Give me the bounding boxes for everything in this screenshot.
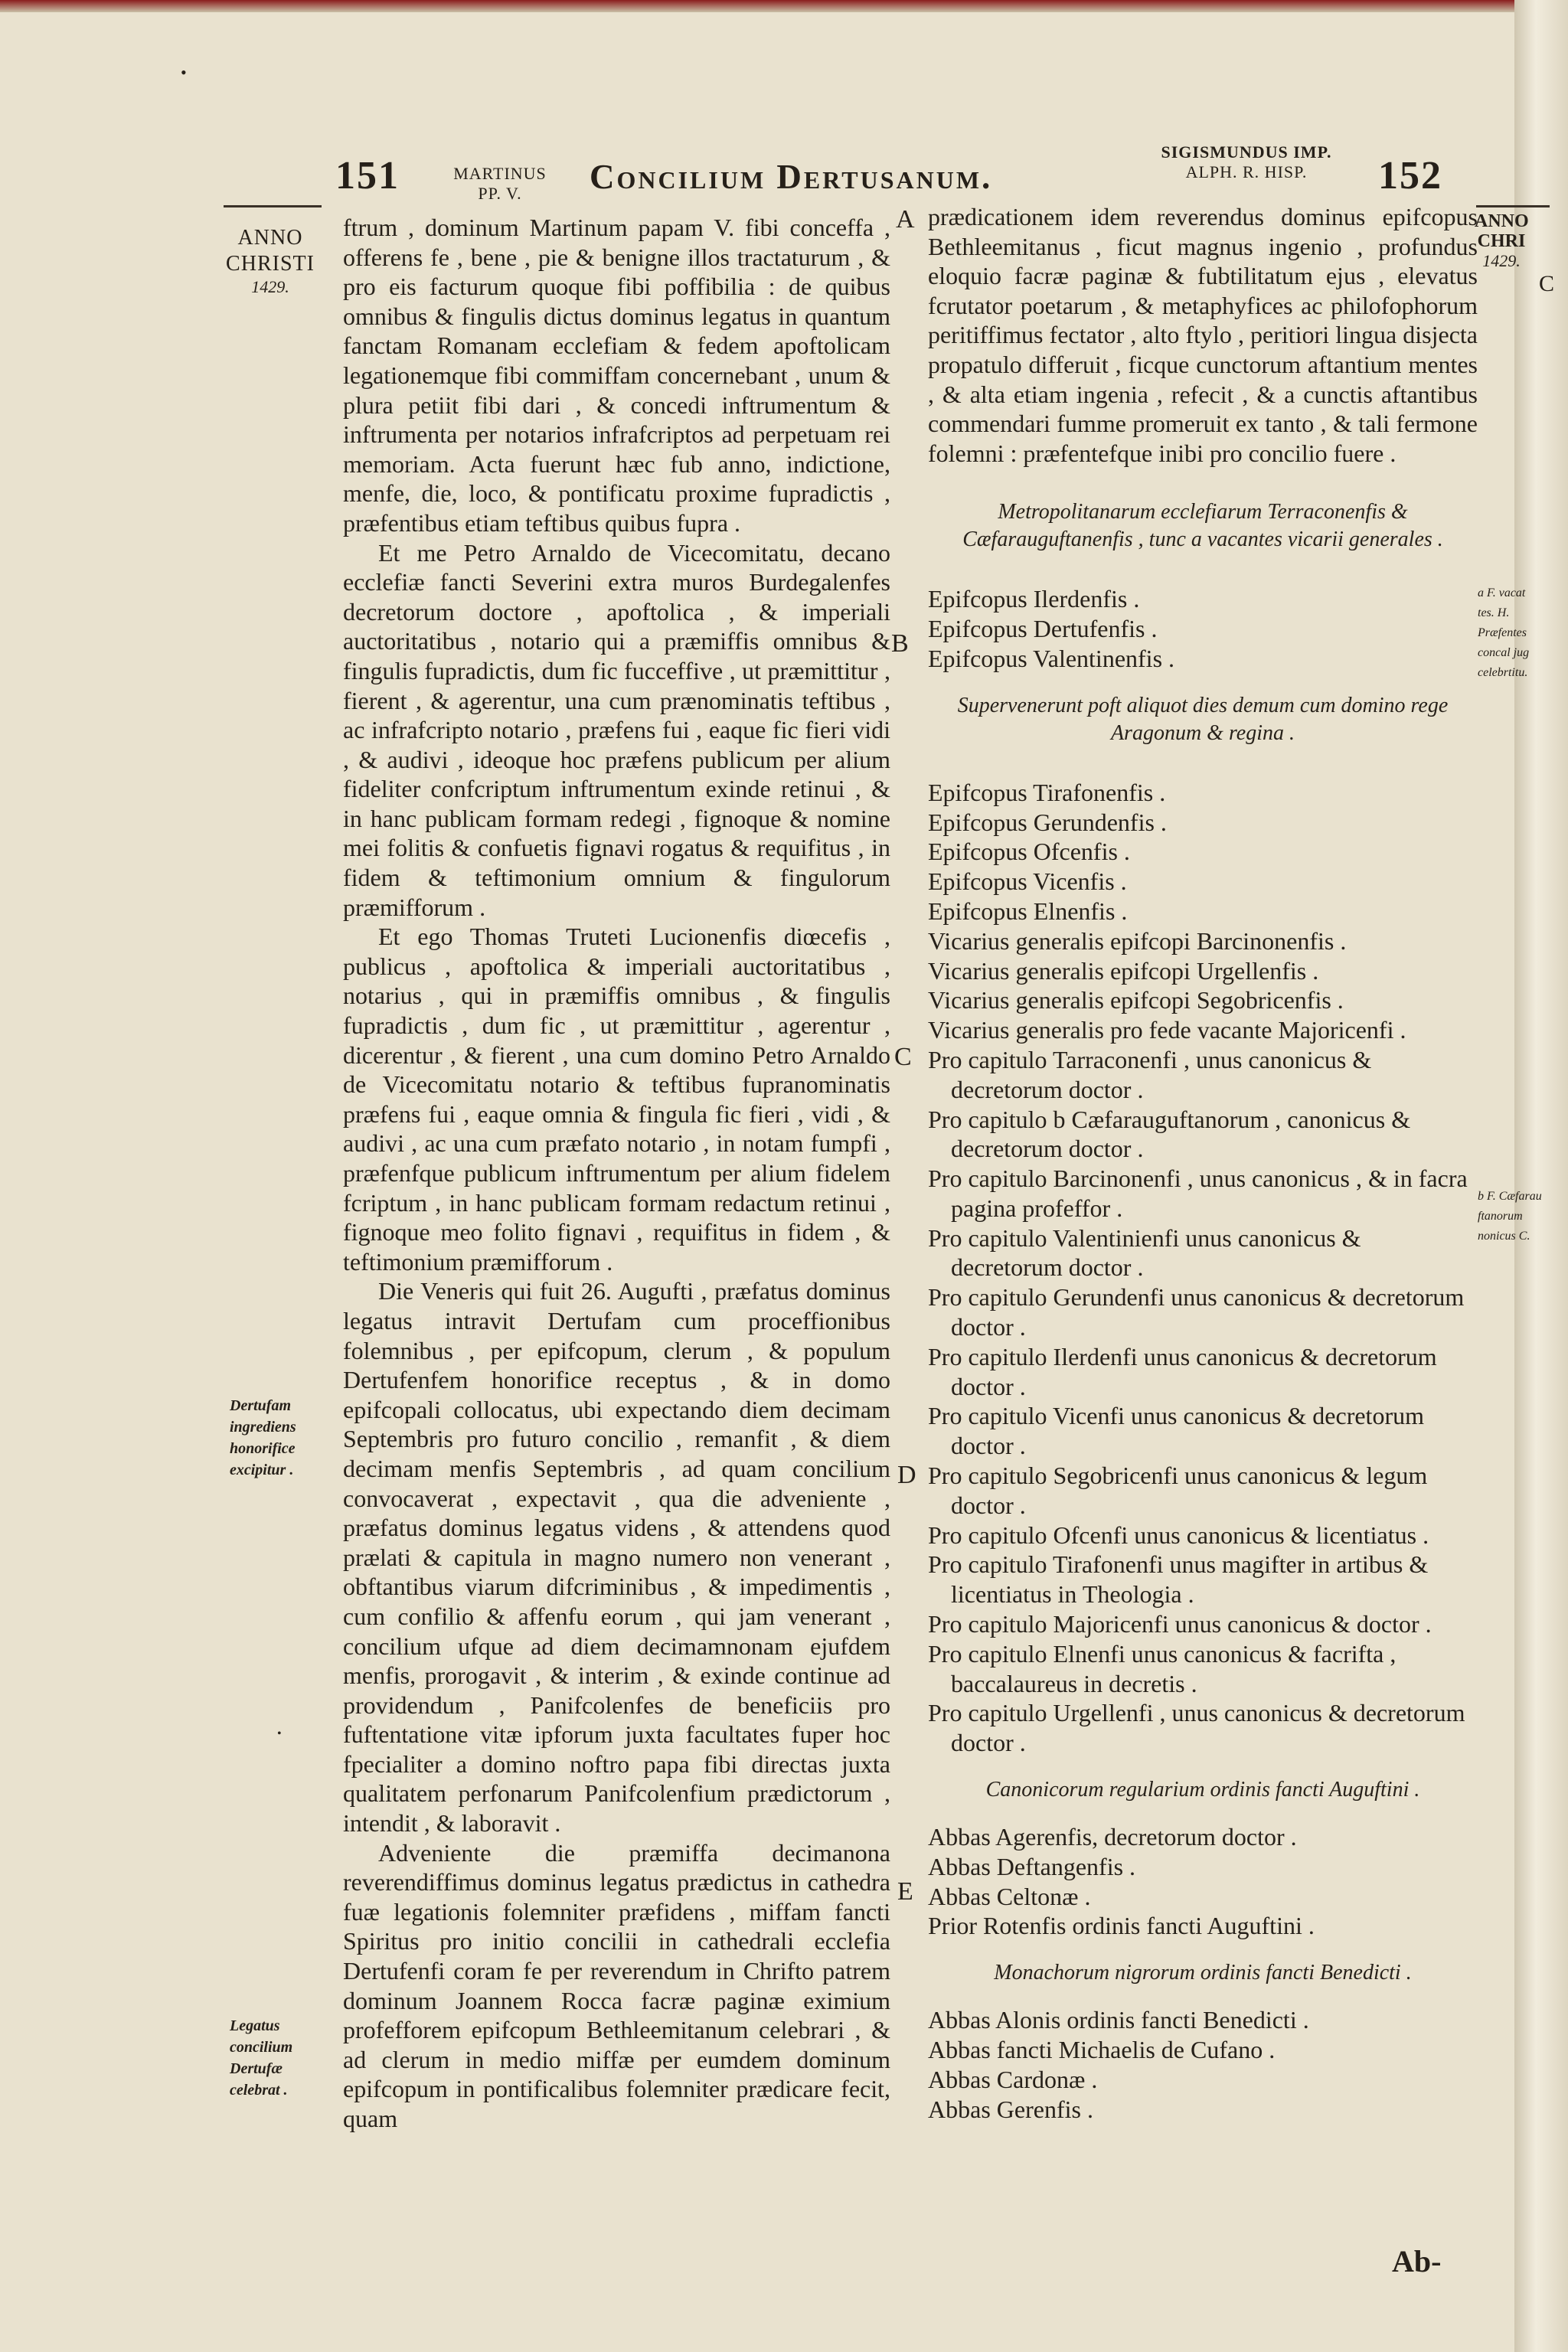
list-item: Abbas Celtonæ . — [928, 1882, 1091, 1910]
margin-note-entry: Dertufam ingrediens honorifice excipitur . — [230, 1397, 296, 1478]
margin-note-a — [1478, 583, 1531, 683]
christi-label: CHRI — [1477, 231, 1526, 251]
page-number-left: 151 — [335, 154, 400, 198]
next-page-edge — [1514, 0, 1568, 2352]
running-title: Concilium Dertusanum. — [590, 158, 993, 196]
ink-dot: • — [181, 63, 187, 82]
note-line: b F. Cæfarau — [1478, 1190, 1542, 1203]
list-item: Pro capitulo Vicenfi unus canonicus & decretorum doctor . — [928, 1402, 1424, 1460]
list-item: Pro capitulo Majoricenfi unus canonicus & doctor . — [928, 1610, 1432, 1638]
section-letter-a: A — [896, 205, 915, 234]
note-line: a F. vacat — [1478, 586, 1526, 599]
left-column — [343, 213, 890, 2134]
list-item: Epifcopus Elnenfis . — [928, 897, 1128, 925]
list-item: Pro capitulo Urgellenfi , unus canonicus & decretorum doctor . — [928, 1699, 1465, 1757]
list-item: Pro capitulo Tarraconenfi , unus canonicus & decretorum doctor . — [928, 1045, 1372, 1103]
list-item: Abbas Alonis ordinis fancti Benedicti . — [928, 2006, 1309, 2034]
list-item: Pro capitulo Valentinienfi unus canonicus & decretorum doctor . — [928, 1223, 1361, 1282]
note-line: ftanorum — [1478, 1210, 1523, 1223]
list-item: Pro capitulo Ilerdenfi unus canonicus & decretorum doctor . — [928, 1342, 1437, 1400]
section-heading-later: Supervenerunt poft aliquot dies demum cum domino rege Aragonum & regina . — [957, 693, 1449, 745]
list-item: Pro capitulo b Cæfarauguftanorum , canonicus & decretorum doctor . — [928, 1105, 1411, 1163]
list-item: Abbas Agerenfis, decretorum doctor . — [928, 1823, 1297, 1851]
list-item: Vicarius generalis epifcopi Urgellenfis . — [928, 956, 1319, 985]
anno-year: 1429. — [251, 277, 289, 296]
list-item: Vicarius generalis epifcopi Barcinonenfis . — [928, 926, 1347, 955]
paragraph: prædicationem idem reverendus dominus epifcopus Bethleemitanus , ficut magnus ingenio , profundus eloquio facræ paginæ & fubtilitatum ejus , elevatus fcrutator poetarum , & metaphyfices ac philofophorum peritiffimus fectator , alto ftylo , peritiori lingua disjecta propatulo differuit , ficque cunctorum aftantium mentes , & alta etiam ingenia , refecit , & a cunctis aftantibus commendari fumme promeruit ex tanto , & tali fermone folemni : præfentefque inibi pro concilio fuere . — [928, 203, 1478, 467]
list-item: Abbas Deftangenfis . — [928, 1852, 1136, 1880]
list-item: Epifcopus Dertufenfis . — [928, 615, 1158, 643]
catchword: Ab- — [1392, 2244, 1442, 2278]
emperor-name: SIGISMUNDUS IMP. — [1161, 142, 1332, 162]
list-item: Epifcopus Valentinenfis . — [928, 644, 1175, 672]
next-page-letter: C — [1539, 271, 1555, 296]
list-item: Vicarius generalis pro fede vacante Majoricenfi . — [928, 1016, 1406, 1044]
section-letter-c: C — [894, 1043, 912, 1071]
section-heading-benedictine: Monachorum nigrorum ordinis fancti Benedicti . — [994, 1961, 1412, 1985]
paragraph: Et me Petro Arnaldo de Vicecomitatu, decano ecclefiæ fancti Severini extra muros Burdegalenfes decretorum doctore , apoftolica , & imperiali auctoritatibus , notario qui a præmiffis omnibus & fingulis fupradictis, dum fic fucceffive , ut præmittitur , fierent , & agerentur, una cum prænominatis teftibus , ac infrafcripto notario , præfens fui , eaque fic fieri vidi , & audivi , ideoque hoc præfens publicum per alium fideliter confcriptum inftrumentum exinde retinui , & in hanc publicam formam redegi , fignoque & nomine mei folitis & confuetis fignavi rogatus & requifitus , in fidem & teftimonium omnium & fingulorum præmifforum . — [343, 538, 890, 921]
list-item: Pro capitulo Tirafonenfi unus magifter in artibus & licentiatus in Theologia . — [928, 1550, 1429, 1609]
emperor-running-head — [1139, 142, 1354, 182]
ink-dot: • — [277, 1727, 282, 1740]
pope-name: MARTINUS — [453, 164, 547, 183]
list-item: Pro capitulo Gerundenfi unus canonicus & decretorum doctor . — [928, 1283, 1465, 1341]
pope-running-head — [443, 164, 557, 204]
header-rule-right — [1476, 205, 1550, 207]
section-letter-b: B — [891, 629, 909, 658]
section-heading-augustinian: Canonicorum regularium ordinis fancti Auguftini . — [985, 1778, 1420, 1802]
section-letter-e: E — [897, 1877, 913, 1906]
list-item: Pro capitulo Elnenfi unus canonicus & facrifta , baccalaureus in decretis . — [928, 1639, 1396, 1697]
list-item: Pro capitulo Barcinonenfi , unus canonicus , & in facra pagina profeffor . — [928, 1165, 1468, 1222]
paragraph: Adveniente die præmiffa decimanona reverendiffimus dominus legatus prædictus in cathedra fuæ legationis folemniter præfidens , miffam fancti Spiritus pro initio concilii in cathedrali ecclefia Dertufenfi coram fe per reverendum in Chrifto patrem dominum Joannem Rocca facræ paginæ eximium profefforem epifcopum Bethleemitanum celebrari , & ad clerum in medio miffæ per eumdem dominum epifcopum in pontificalibus folemniter prædicare fecit, quam — [343, 1838, 890, 2132]
list-item: Epifcopus Vicenfis . — [928, 867, 1127, 896]
anno-christi-left — [220, 225, 320, 297]
list-item: Epifcopus Tirafonenfis . — [928, 778, 1166, 806]
list-item: Abbas Cardonæ . — [928, 2065, 1098, 2093]
right-column — [928, 202, 1478, 2124]
anno-label: ANNO — [1475, 211, 1529, 231]
list-item: Abbas Gerenfis . — [928, 2095, 1093, 2123]
paragraph: Die Veneris qui fuit 26. Augufti , præfatus dominus legatus intravit Dertufam cum proceffionibus folemnibus , per epifcopum, clerum , & populum Dertufenfem honorifice receptus , & in domo epifcopali collocatus, ubi expectando diem decimam Septembris pro futuro concilio , remanfit , & diem decimam menfis Septembris , ad quam concilium convocaverat , expectavit , qua die adveniente , præfatus dominus legatus videns , & attendens quod prælati & capitula in magno numero non venerant , obftantibus viarum difcriminibus , & impedimentis , cum confilio & affenfu eorum , qui jam venerant , concilium ufque ad diem decimamnonam ejufdem menfis, prorogavit , & interim , & exinde continue ad providendum , Panifcolenfes de beneficiis pro fuftentatione vitæ ipforum juxta facultates fuper hoc fpecialiter a domino noftro papa fibi directas juxta qualitatem perfonarum Panifcolenfium prædictorum , intendit , & laboravit . — [343, 1277, 890, 1838]
anno-label: ANNO — [237, 226, 303, 250]
note-line: concal jug — [1478, 646, 1530, 659]
list-item: Epifcopus Gerundenfis . — [928, 808, 1167, 836]
pope-number: PP. V. — [478, 184, 522, 203]
note-line: nonicus C. — [1478, 1230, 1530, 1243]
header-rule-left — [224, 205, 322, 207]
anno-christi-right — [1475, 211, 1528, 271]
list-item: Prior Rotenfis ordinis fancti Auguftini . — [928, 1912, 1315, 1940]
list-item: Epifcopus Ilerdenfis . — [928, 585, 1140, 613]
section-letter-d: D — [897, 1461, 916, 1489]
note-line: celebrtitu. — [1478, 666, 1528, 679]
list-item: Vicarius generalis epifcopi Segobricenfis . — [928, 986, 1344, 1014]
list-item: Pro capitulo Ofcenfi unus canonicus & licentiatus . — [928, 1521, 1429, 1549]
christi-label: CHRISTI — [226, 252, 315, 276]
note-line: Præfentes — [1478, 626, 1527, 639]
page-top-band — [0, 0, 1568, 12]
page-number-right: 152 — [1378, 154, 1442, 198]
margin-note-council: Legatus concilium Dertufæ celebrat . — [230, 2017, 293, 2099]
list-item: Pro capitulo Segobricenfi unus canonicus & legum doctor . — [928, 1462, 1428, 1519]
note-line: tes. H. — [1478, 606, 1510, 619]
paragraph: ftrum , dominum Martinum papam V. fibi conceffa , offerens fe , bene , pie & benigne illos tractaturum , & pro eis facturum quoque fibi poffibilia : de quibus omnibus & fingulis dictus dominus legatus in quantum fanctam Romanam ecclefiam & fedem apoftolicam legationemque fibi commiffam concernebant , unum & plura petiit fibi dari , & concedi inftrumentum & inftrumenta per notarios infrafcriptos ad perpetuam rei memoriam. Acta fuerunt hæc fub anno, indictione, menfe, die, loco, & pontificatu proxime fupradictis , præfentibus etiam teftibus quibus fupra . — [343, 214, 890, 537]
margin-note-b — [1478, 1187, 1542, 1246]
list-item: Abbas fancti Michaelis de Cufano . — [928, 2036, 1276, 2064]
section-heading-metropolitan: Metropolitanarum ecclefiarum Terraconenfis & Cæfarauguftanenfis , tunc a vacantes vicarii generales . — [962, 500, 1443, 552]
paragraph: Et ego Thomas Truteti Lucionenfis diœcefis , publicus , apoftolica & imperiali auctoritatibus , notarius , qui in præmiffis omnibus , & fingulis fupradictis , dum fic , ut præmittitur , agerentur , dicerentur , & fierent , una cum domino Petro Arnaldo de Vicecomitatu notario & teftibus fupranominatis præfens fui , eaque omnia & fingula fic fieri , vidi , & audivi , ac una cum præfato notario , in notam fumpfi , præfenfque publicum inftrumentum per alium fidelem fcriptum , in hanc publicam formam redactum retinui , fignoque meo folito fignavi , requifitus in fidem , & teftimonium præmifforum . — [343, 923, 890, 1276]
list-item: Epifcopus Ofcenfis . — [928, 838, 1130, 866]
anno-year: 1429. — [1482, 251, 1521, 270]
king-name: ALPH. R. HISP. — [1185, 162, 1308, 181]
